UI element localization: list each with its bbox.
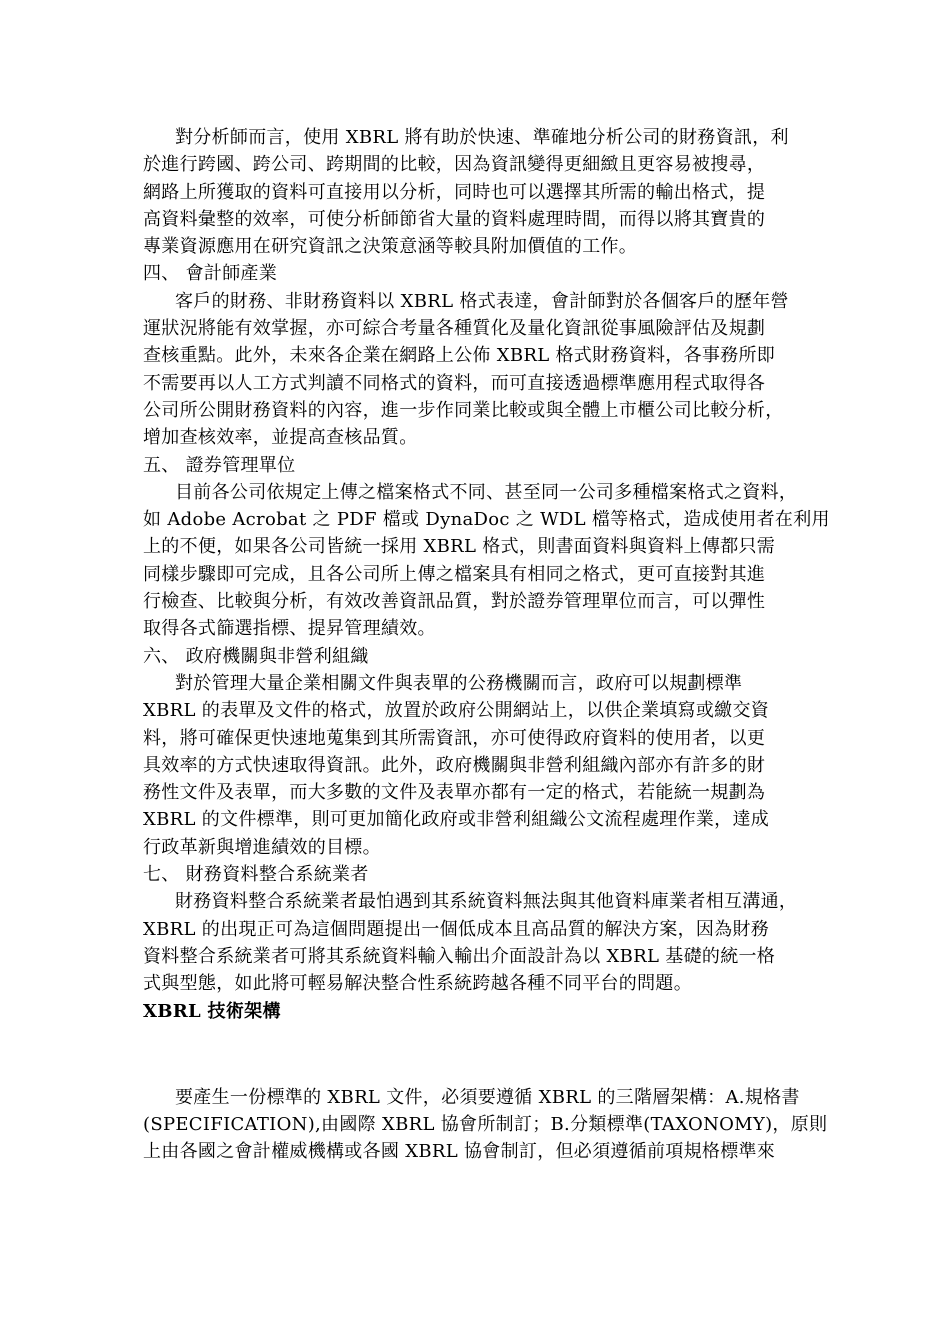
paragraph-line: XBRL 的文件標準，則可更加簡化政府或非營利組織公文流程處理作業，達成 <box>143 809 770 831</box>
paragraph-line: 上的不便，如果各公司皆統一採用 XBRL 格式，則書面資料與資料上傳都只需 <box>143 536 776 558</box>
paragraph-securities <box>143 479 830 643</box>
paragraph-architecture <box>143 1084 828 1166</box>
paragraph-analysts <box>143 124 823 260</box>
paragraph-line: 同樣步驟即可完成，且各公司所上傳之檔案具有相同之格式，更可直接對其進 <box>143 563 766 585</box>
blank-spacer <box>143 1025 823 1084</box>
paragraph-line: 查核重點。此外，未來各企業在網路上公佈 XBRL 格式財務資料，各事務所即 <box>143 345 776 367</box>
paragraph-line: 行檢查、比較與分析，有效改善資訊品質，對於證券管理單位而言，可以彈性 <box>143 591 766 613</box>
paragraph-line: 取得各式篩選指標、提昇管理績效。 <box>143 618 436 640</box>
paragraph-line: 目前各公司依規定上傳之檔案格式不同、甚至同一公司多種檔案格式之資料， <box>175 481 798 503</box>
paragraph-line: (SPECIFICATION),由國際 XBRL 協會所制訂；B.分類標準(TAXONOMY)，原則 <box>143 1114 828 1136</box>
paragraph-integrators <box>143 888 823 997</box>
section-heading-securities: 五、 證券管理單位 <box>143 454 296 476</box>
paragraph-line: XBRL 的出現正可為這個問題提出一個低成本且高品質的解決方案，因為財務 <box>143 918 770 940</box>
paragraph-line: 具效率的方式快速取得資訊。此外，政府機關與非營利組織內部亦有許多的財 <box>143 754 766 776</box>
section-heading-government: 六、 政府機關與非營利組織 <box>143 645 369 667</box>
paragraph-line: 客戶的財務、非財務資料以 XBRL 格式表達，會計師對於各個客戶的歷年營 <box>175 290 789 312</box>
paragraph-line: XBRL 的表單及文件的格式，放置於政府公開網站上，以供企業填寫或繳交資 <box>143 700 770 722</box>
paragraph-line: 對分析師而言，使用 XBRL 將有助於快速、準確地分析公司的財務資訊，利 <box>175 127 789 148</box>
section-heading-integrators: 七、 財務資料整合系統業者 <box>143 864 369 886</box>
paragraph-line: 要產生一份標準的 XBRL 文件，必須要遵循 XBRL 的三階層架構：A.規格書 <box>175 1086 800 1108</box>
paragraph-line: 行政革新與增進績效的目標。 <box>143 836 381 858</box>
document-page <box>143 124 830 1166</box>
paragraph-line: 增加查核效率，並提高查核品質。 <box>143 427 418 449</box>
paragraph-line: 式與型態，如此將可輕易解決整合性系統跨越各種不同平台的問題。 <box>143 973 692 995</box>
paragraph-accountants <box>143 288 823 452</box>
paragraph-line: 運狀況將能有效掌握，亦可綜合考量各種質化及量化資訊從事風險評估及規劃 <box>143 318 766 340</box>
paragraph-line: 務性文件及表單，而大多數的文件及表單亦都有一定的格式，若能統一規劃為 <box>143 782 766 804</box>
paragraph-government <box>143 670 823 861</box>
paragraph-line: 專業資源應用在研究資訊之決策意涵等較具附加價值的工作。 <box>143 236 638 258</box>
paragraph-line: 財務資料整合系統業者最怕遇到其系統資料無法與其他資料庫業者相互溝通， <box>175 891 798 913</box>
paragraph-line: 於進行跨國、跨公司、跨期間的比較，因為資訊變得更細緻且更容易被搜尋， <box>143 154 766 176</box>
paragraph-line: 不需要再以人工方式判讀不同格式的資料，而可直接透過標準應用程式取得各 <box>143 372 766 394</box>
section-heading-accountants: 四、 會計師產業 <box>143 263 278 285</box>
section-title-xbrl-architecture: XBRL 技術架構 <box>143 1000 281 1022</box>
paragraph-line: 上由各國之會計權威機構或各國 XBRL 協會制訂，但必須遵循前項規格標準來 <box>143 1141 776 1163</box>
paragraph-line: 網路上所獲取的資料可直接用以分析，同時也可以選擇其所需的輸出格式，提 <box>143 181 766 203</box>
paragraph-line: 資料整合系統業者可將其系統資料輸入輸出介面設計為以 XBRL 基礎的統一格 <box>143 945 776 967</box>
paragraph-line: 高資料彙整的效率，可使分析師節省大量的資料處理時間，而得以將其寶貴的 <box>143 208 766 230</box>
paragraph-line: 如 Adobe Acrobat 之 PDF 檔或 DynaDoc 之 WDL 檔等格式，造成使用者在利用 <box>143 509 830 531</box>
paragraph-line: 公司所公開財務資料的內容，進一步作同業比較或與全體上市櫃公司比較分析， <box>143 399 784 421</box>
paragraph-line: 料，將可確保更快速地蒐集到其所需資訊，亦可使得政府資料的使用者，以更 <box>143 727 766 749</box>
paragraph-line: 對於管理大量企業相關文件與表單的公務機關而言，政府可以規劃標準 <box>175 672 743 694</box>
